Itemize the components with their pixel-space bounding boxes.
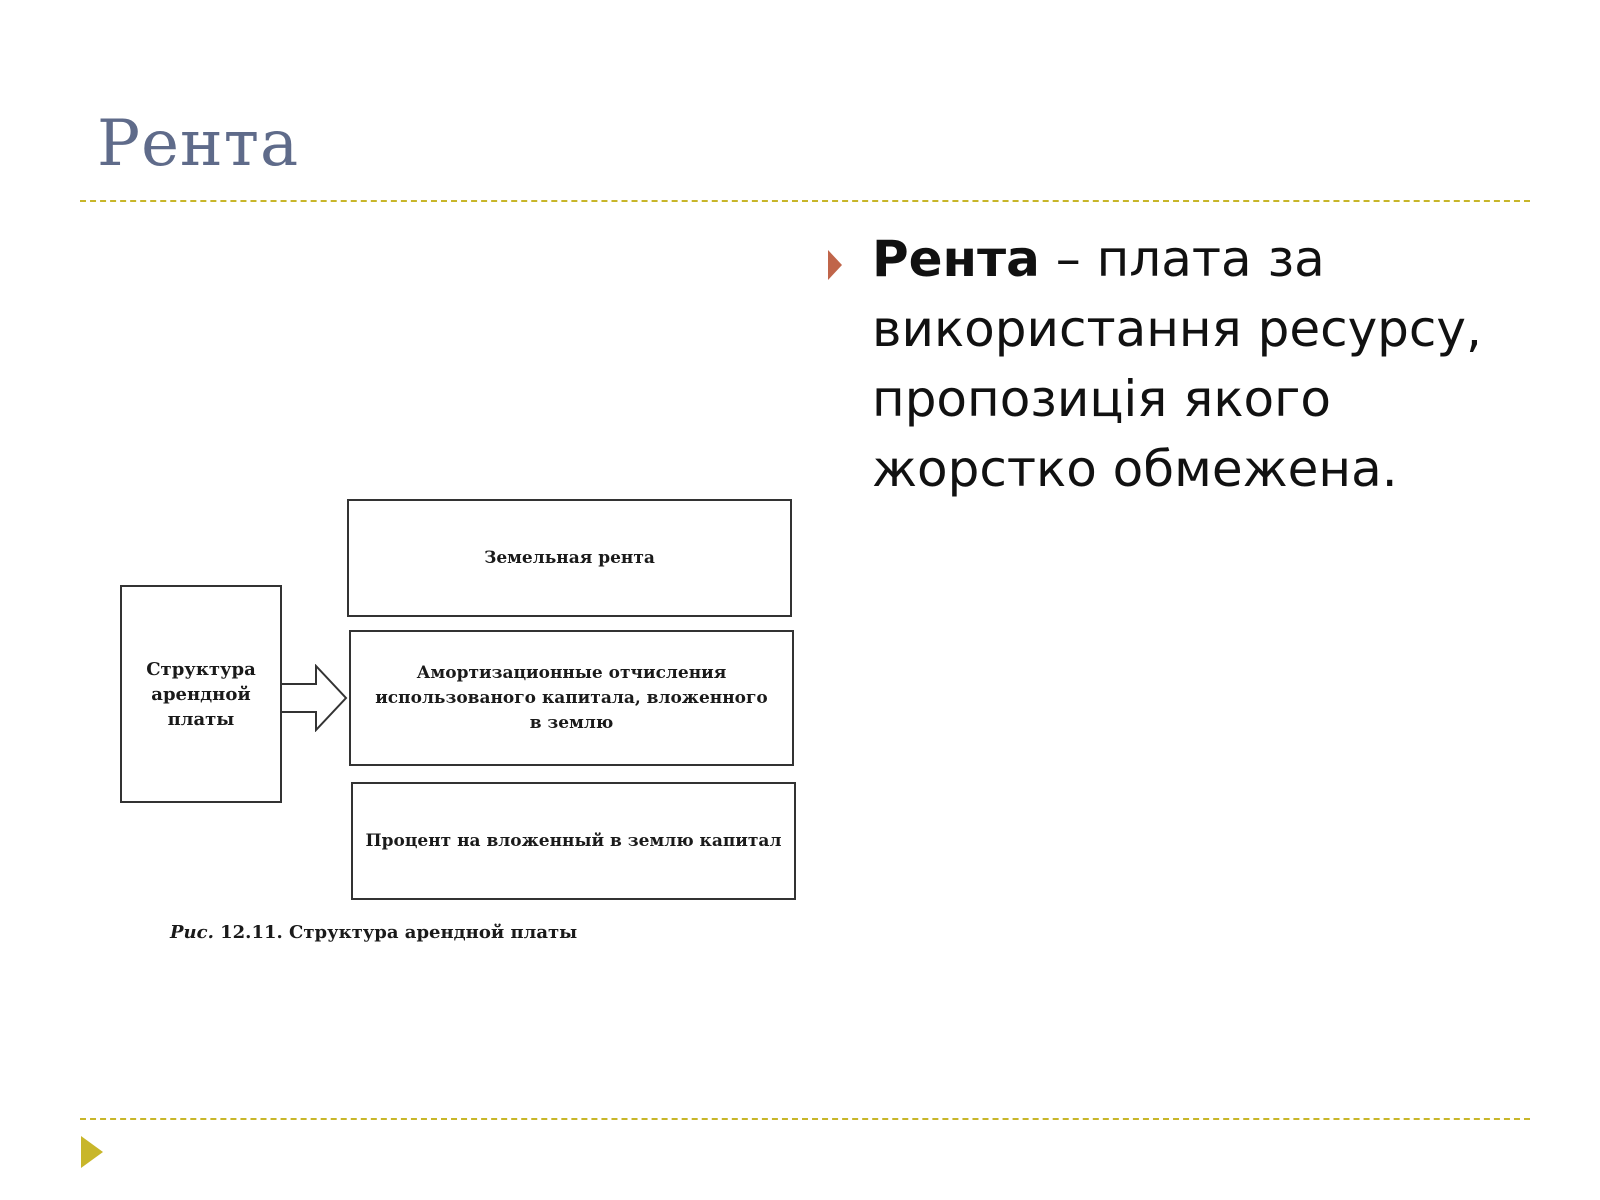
title-divider — [80, 200, 1530, 202]
caption-figure-label: Рис. — [170, 922, 214, 943]
hollow-arrow-icon — [282, 664, 348, 732]
diagram-caption — [170, 922, 577, 943]
caption-text: 12.11. Структура арендной платы — [213, 922, 578, 943]
footer-divider — [80, 1118, 1530, 1120]
slide-title: Рента — [97, 107, 300, 181]
definition-term: Рента — [872, 230, 1040, 288]
footer-triangle-icon — [81, 1136, 103, 1168]
diagram-box-interest: Процент на вложенный в землю капитал — [351, 782, 796, 900]
definition-body: – плата за використання ресурсу, пропозиція якого жорстко обмежена. — [872, 230, 1482, 498]
diagram-box-land-rent: Земельная рента — [347, 499, 792, 617]
diagram-box-depreciation: Амортизационные отчисления использованого капитала, вложенного в землю — [349, 630, 794, 766]
definition-bullet — [828, 224, 1528, 504]
definition-text — [872, 224, 1528, 504]
diagram-source-box: Структура арендной платы — [120, 585, 282, 803]
triangle-bullet-icon — [828, 250, 842, 280]
rent-structure-diagram — [115, 480, 805, 980]
